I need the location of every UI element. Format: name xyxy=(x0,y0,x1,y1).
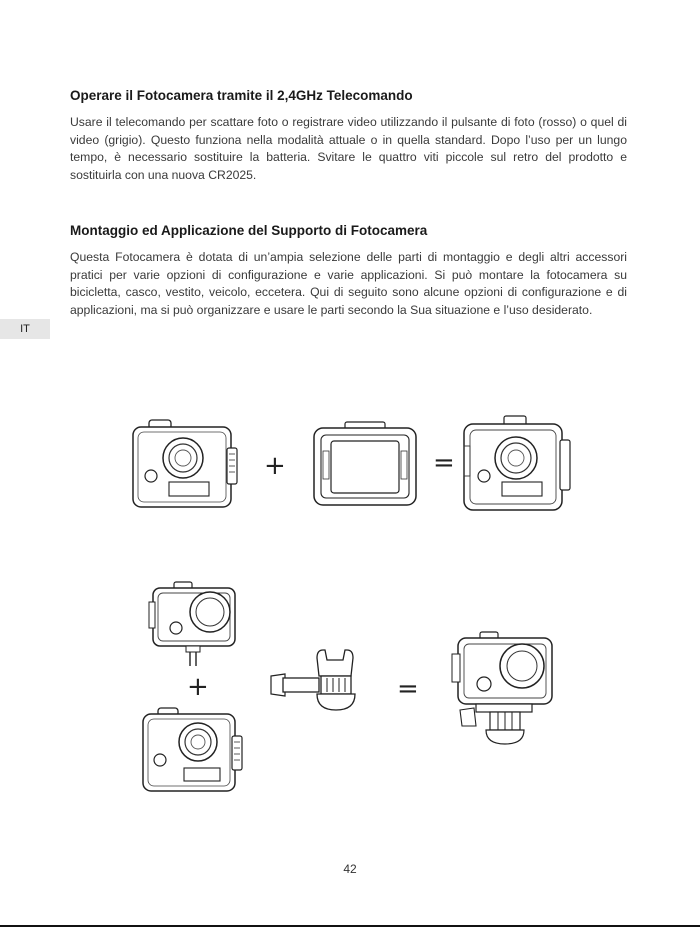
waterproof-case-illustration xyxy=(148,580,240,672)
camera-frame-illustration xyxy=(311,421,419,509)
mounted-case-illustration xyxy=(450,630,562,746)
section-heading-remote: Operare il Fotocamera tramite il 2,4GHz Telecomando xyxy=(70,88,413,103)
camera-front-illustration xyxy=(131,418,241,510)
section-paragraph-mount: Questa Fotocamera è dotata di un’ampia selezione delle parti di montaggio e degli altri accessori pratici per varie opzioni di configurazione e varie applicazioni. Si può montare la fotocamera su bicicletta, casco, vestito, veicolo, eccetera. Qui di seguito sono alcune opzioni di configurazione e di applicazioni, ma si può organizzare e usare le parti secondo la Sua situazione e l’uso desiderato. xyxy=(70,250,627,317)
clip-adapter-illustration xyxy=(265,646,361,714)
page-number: 42 xyxy=(343,862,357,876)
equals-sign-2: = xyxy=(397,674,419,704)
language-tab: IT xyxy=(0,319,50,339)
section-paragraph-remote: Usare il telecomando per scattare foto o registrare video utilizzando il pulsante di foto (rosso) o quel di video (grigio). Questo funziona nella modalità attuale o in quella standard. Dopo l’uso per un lungo tempo, è necessario sostituire la batteria. Svitare le quattro viti piccole sul retro del prodotto e sostituirla con una nuova CR2025. xyxy=(70,115,627,182)
camera-front-illustration-2 xyxy=(140,706,246,794)
equals-sign: = xyxy=(433,448,455,478)
framed-camera-illustration xyxy=(462,414,574,514)
plus-sign-2: + xyxy=(187,672,209,702)
section-heading-mount: Montaggio ed Applicazione del Supporto di Fotocamera xyxy=(70,223,428,238)
plus-sign: + xyxy=(264,451,286,481)
